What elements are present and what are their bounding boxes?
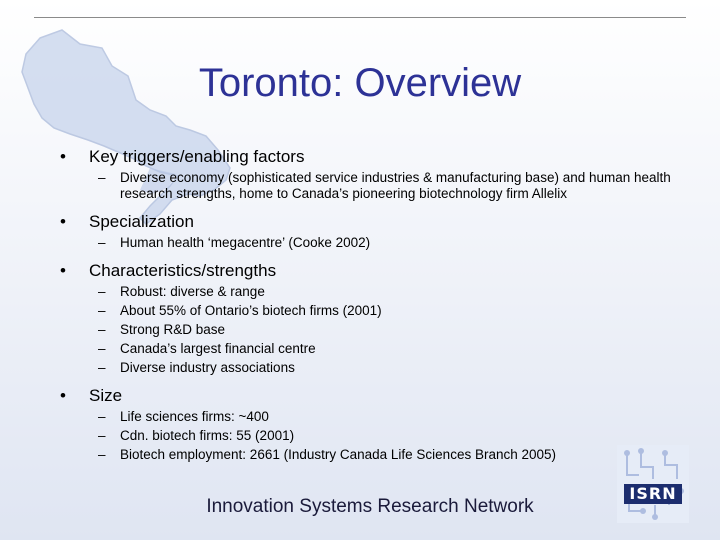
dash-icon: –: [98, 409, 106, 424]
bullet-size: [60, 386, 680, 406]
sub-item-text: About 55% of Ontario’s biotech firms (2001): [120, 303, 382, 318]
sub-item: [60, 170, 680, 202]
isrn-logo-text: ISRN: [624, 484, 682, 504]
sub-item-text: Robust: diverse & range: [120, 284, 265, 299]
dash-icon: –: [98, 235, 106, 250]
sub-item-text: Biotech employment: 2661 (Industry Canada Life Sciences Branch 2005): [120, 447, 557, 462]
sub-item: [60, 341, 680, 357]
bullet-key-triggers: [60, 147, 680, 167]
dash-icon: –: [98, 341, 106, 356]
sub-item-text: Diverse industry associations: [120, 360, 295, 375]
dash-icon: –: [98, 170, 106, 185]
sub-item-text: Strong R&D base: [120, 322, 226, 337]
bullet-dot-icon: •: [60, 212, 66, 231]
dash-icon: –: [98, 360, 106, 375]
dash-icon: –: [98, 284, 106, 299]
footer-network-name: Innovation Systems Research Network: [206, 496, 534, 517]
sub-item: [60, 428, 680, 444]
sub-item: [60, 447, 680, 463]
sub-list-key-triggers: [60, 170, 680, 202]
sub-list-specialization: [60, 235, 680, 251]
bullet-specialization: [60, 212, 680, 232]
sub-list-characteristics: [60, 284, 680, 376]
bullet-label: Characteristics/strengths: [89, 261, 277, 280]
bullet-label: Key triggers/enabling factors: [89, 147, 305, 166]
bullet-characteristics: [60, 261, 680, 281]
bullet-dot-icon: •: [60, 147, 66, 166]
dash-icon: –: [98, 303, 106, 318]
sub-item-text: Diverse economy (sophisticated service industries & manufacturing base) and human health research strengths, home to Canada’s pioneering biotechnology firm Allelix: [120, 170, 671, 201]
bullet-list: [60, 147, 680, 463]
dash-icon: –: [98, 428, 106, 443]
sub-item: [60, 284, 680, 300]
sub-item-text: Cdn. biotech firms: 55 (2001): [120, 428, 295, 443]
sub-item: [60, 409, 680, 425]
sub-item: [60, 322, 680, 338]
bullet-dot-icon: •: [60, 386, 66, 405]
sub-list-size: [60, 409, 680, 463]
slide-title: Toronto: Overview: [198, 61, 522, 105]
sub-item-text: Human health ‘megacentre’ (Cooke 2002): [120, 235, 371, 250]
bullet-dot-icon: •: [60, 261, 66, 280]
bullet-label: Specialization: [89, 212, 194, 231]
sub-item: [60, 235, 680, 251]
sub-item: [60, 360, 680, 376]
sub-item-text: Canada’s largest financial centre: [120, 341, 316, 356]
bullet-label: Size: [89, 386, 123, 405]
sub-item-text: Life sciences firms: ~400: [120, 409, 269, 424]
sub-item: [60, 303, 680, 319]
dash-icon: –: [98, 447, 106, 462]
dash-icon: –: [98, 322, 106, 337]
